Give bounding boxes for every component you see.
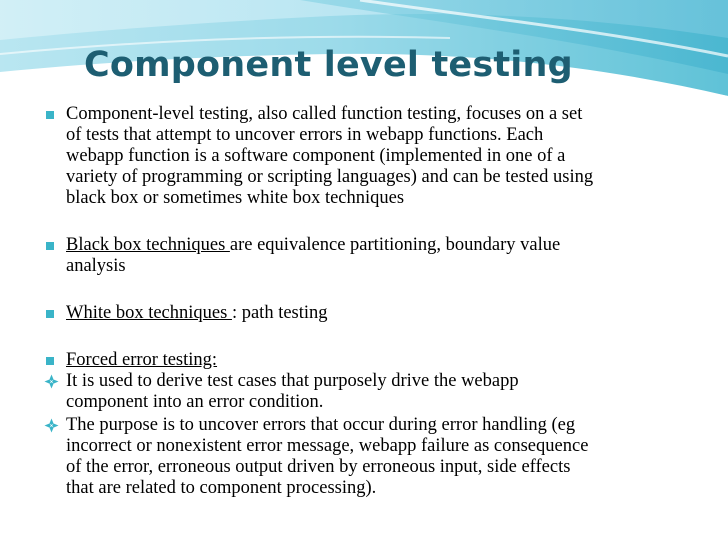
bullet-line (66, 303, 704, 324)
white-box-description: : path testing (231, 303, 328, 323)
bullet-line: of the error, erroneous output driven by erroneous input, side effects (66, 457, 571, 477)
bullet-line: analysis (66, 256, 126, 276)
bullet-white-box (44, 303, 704, 324)
bullet-line: incorrect or nonexistent error message, webapp failure as consequence (66, 436, 589, 456)
bullet-line: webapp function is a software component (implemented in one of a (66, 146, 566, 166)
bullet-component-testing (44, 104, 704, 209)
bullet-black-box (44, 235, 704, 277)
square-bullet-icon (46, 310, 54, 318)
bullet-line: It is used to derive test cases that purposely drive the webapp (66, 371, 519, 391)
diamond-bullet-icon (44, 418, 59, 433)
sub-bullet-derive-test-cases (44, 371, 704, 413)
square-bullet-icon (46, 242, 54, 250)
bullet-line: component into an error condition. (66, 392, 324, 412)
bullet-line (66, 235, 704, 256)
sub-bullet-purpose (44, 415, 704, 499)
square-bullet-icon (46, 111, 54, 119)
bullet-line: that are related to component processing). (66, 478, 377, 498)
white-box-term: White box techniques (66, 303, 232, 323)
bullet-line: of tests that attempt to uncover errors in webapp functions. Each (66, 125, 544, 145)
bullet-line: Component-level testing, also called function testing, focuses on a set (66, 104, 583, 124)
forced-error-heading: Forced error testing: (66, 350, 218, 370)
bullet-line: The purpose is to uncover errors that occur during error handling (eg (66, 415, 576, 435)
slide-title: Component level testing (84, 45, 573, 85)
diamond-bullet-icon (44, 374, 59, 389)
slide-content (44, 104, 704, 499)
black-box-term: Black box techniques (66, 235, 230, 255)
bullet-line: variety of programming or scripting languages) and can be tested using (66, 167, 594, 187)
bullet-forced-error (44, 350, 704, 371)
bullet-line: black box or sometimes white box techniques (66, 188, 405, 208)
black-box-description: are equivalence partitioning, boundary value (229, 235, 561, 255)
square-bullet-icon (46, 357, 54, 365)
